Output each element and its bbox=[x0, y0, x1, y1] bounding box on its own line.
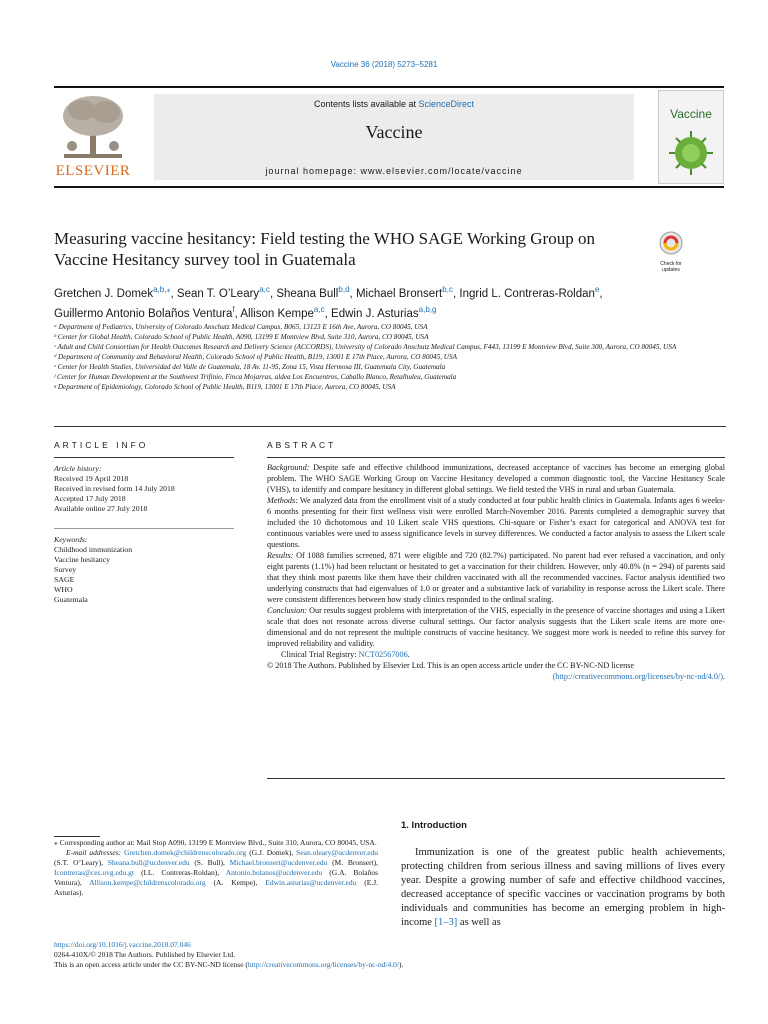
corresponding-author: ⁎ Corresponding author at: Mail Stop A090, 13199 E Montview Blvd., Suite 310, Aurora, CO 80045, USA. bbox=[54, 838, 377, 847]
methods-label: Methods: bbox=[267, 496, 298, 505]
intro-text: Immunization is one of the greatest public health achievements, protecting children from serious illness and saving millions of lives every year. Despite a growing number of safe and effective childhood vaccines, decreased acceptance of specific vaccines or vaccination programs by both individuals and communities has become an emerging problem in high-income bbox=[401, 847, 725, 928]
email-owner: (G.J. Domek) bbox=[249, 848, 292, 857]
author-affil-marker[interactable]: a,b,g bbox=[418, 304, 437, 314]
journal-citation[interactable]: Vaccine 36 (2018) 5273–5281 bbox=[330, 60, 438, 69]
clinical-trial-registry bbox=[267, 649, 725, 660]
background-text: Despite safe and effective childhood immunizations, decreased acceptance of vaccines has become an emerging global problem. The WHO SAGE Working Group on Vaccine Hesitancy developed a common diagnostic tool, the Vaccine Hesitancy Scale (VHS), to identify and compare hesitancy in different global settings. We field tested the VHS in rural and urban Guatemala. bbox=[267, 463, 725, 494]
keyword: Guatemala bbox=[54, 595, 88, 604]
issn-line: 0264-410X/© 2018 The Authors. Published by Elsevier Ltd. bbox=[54, 950, 236, 959]
email-label: E-mail addresses: bbox=[66, 848, 122, 857]
journal-masthead bbox=[54, 86, 724, 188]
author: Ingrid L. Contreras-Roldan bbox=[459, 287, 595, 300]
keyword: Childhood immunization bbox=[54, 545, 133, 554]
license-suffix: . bbox=[722, 672, 725, 681]
abstract-heading: ABSTRACT bbox=[267, 440, 337, 450]
citation-ref-link[interactable]: [1–3] bbox=[434, 917, 458, 928]
email-owner: (A. Kempe) bbox=[213, 878, 256, 887]
affiliation: ᵇ Center for Global Health, Colorado School of Public Health, A090, 13199 E Montview Blvd, Suite 310, Aurora, CO 80045, USA bbox=[54, 333, 429, 341]
email-owner: (E.J. Asturias). bbox=[54, 878, 379, 897]
email-link[interactable]: Sean.oleary@ucdenver.edu bbox=[296, 848, 379, 857]
affiliation: ᶠ Center for Human Development at the Southwest Trifinio, Finca Mojarras, aldea Los Encuentros, Caballo Blanco, Retalhuleu, Guatemala bbox=[54, 373, 457, 381]
introduction-paragraph bbox=[401, 846, 725, 930]
check-for-updates-label: Check for updates bbox=[660, 261, 682, 273]
results-label: Results: bbox=[267, 551, 294, 560]
email-link[interactable]: Allison.kempe@childrenscolorado.org bbox=[89, 878, 206, 887]
top-divider bbox=[54, 426, 726, 427]
author-affil-marker[interactable]: b,c bbox=[442, 285, 453, 294]
keyword: SAGE bbox=[54, 575, 75, 584]
author-affil-marker[interactable]: a,c bbox=[313, 304, 325, 314]
author: Gretchen J. Domek bbox=[54, 287, 154, 300]
keyword: WHO bbox=[54, 585, 73, 594]
affiliation: ᵈ Department of Community and Behavioral Health, Colorado School of Public Health, B119, 13001 E 17th Place, Aurora, CO 80045, USA bbox=[54, 353, 457, 361]
methods-text: We analyzed data from the enrollment visit of a study conducted at four public health clinics in Guatemala. Infants ages 6 weeks-6 months presenting for their first wellness visit were enrolled March-November 2016. Parents completed a demographic survey that included the 10 dichotomous and 10 Likert scale VHS questions. Chi-square or Fisher’s exact for categorical and ANOVA test for continuous variables were used to assess significance levels in survey differences. We conducted a factor analysis to assess the Likert scale questions. bbox=[267, 496, 725, 549]
conclusion-text: Our results suggest problems with interpretation of the VHS, especially in the presence of vaccine shortages and using a Likert scale that does not resonate across diverse cultural settings. Our factor analysis suggests that the Likert scale items are more one-dimensional and do not represent the multiple constructs of vaccine hesitancy. We suggest more work is needed to refine this survey for improved reliability and validity. bbox=[267, 606, 725, 648]
journal-homepage[interactable]: journal homepage: www.elsevier.com/locate/vaccine bbox=[265, 166, 523, 176]
virus-cover-icon bbox=[659, 91, 723, 183]
abstract-body bbox=[267, 462, 725, 682]
check-for-updates-icon bbox=[654, 230, 688, 256]
oa-suffix: ). bbox=[398, 960, 404, 969]
publisher-name: ELSEVIER bbox=[55, 163, 131, 179]
contents-prefix: Contents lists available at bbox=[313, 99, 419, 109]
history-label: Article history: bbox=[54, 464, 102, 473]
abstract-rule bbox=[267, 457, 725, 458]
author: Guillermo Antonio Bolaños Ventura bbox=[54, 307, 233, 320]
abstract-background bbox=[267, 462, 725, 495]
history-item: Received 19 April 2018 bbox=[54, 474, 129, 483]
abstract-conclusion bbox=[267, 605, 725, 649]
email-owner: (I.L. Contreras-Roldan) bbox=[141, 868, 218, 877]
registry-link[interactable]: NCT02567006 bbox=[358, 650, 408, 659]
email-addresses: E-mail addresses: Gretchen.domek@childrenscolorado.org (G.J. Domek), Sean.oleary@ucdenver.edu (S.T. O’Leary), Sheana.bull@ucdenver.edu (S. Bull), Michael.bronsert@ucdenver.edu (M. Bronsert), Icontreras@ces.uvg.edu.gt (I.L. Contreras-Roldan), Antonio.bolanos@ucdenver.edu (G.A. Bolaños Ventura), Allison.kempe@childrenscolorado.org (A. Kempe), Edwin.asturias@ucdenver.edu (E.J. Asturias). bbox=[54, 848, 379, 897]
registry-suffix: . bbox=[407, 650, 410, 659]
history-item: Received in revised form 14 July 2018 bbox=[54, 484, 175, 493]
copyright-line: © 2018 The Authors. Published by Elsevier Ltd. This is an open access article under the CC BY-NC-ND license bbox=[267, 661, 635, 670]
email-owner: (M. Bronsert) bbox=[332, 858, 377, 867]
email-link[interactable]: Icontreras@ces.uvg.edu.gt bbox=[54, 868, 135, 877]
abstract-bottom-rule bbox=[267, 778, 725, 779]
history-item: Available online 27 July 2018 bbox=[54, 504, 148, 513]
author-affil-marker[interactable]: a,c bbox=[259, 285, 270, 294]
history-item: Accepted 17 July 2018 bbox=[54, 494, 126, 503]
affiliation: ᵃ Department of Pediatrics, University of Colorado Anschutz Medical Campus, B065, 13123 E 16th Ave, Aurora, CO 80045, USA bbox=[54, 323, 428, 331]
keyword: Vaccine hesitancy bbox=[54, 555, 111, 564]
article-info-rule bbox=[54, 457, 234, 458]
license-line bbox=[267, 671, 725, 682]
abstract-methods bbox=[267, 495, 725, 550]
author-affil-marker[interactable]: e bbox=[594, 285, 600, 294]
keywords bbox=[54, 535, 234, 605]
doi-link[interactable]: https://doi.org/10.1016/j.vaccine.2018.07.046 bbox=[54, 940, 191, 949]
affiliation: ᶜ Adult and Child Consortium for Health Outcomes Research and Delivery Science (ACCORDS), University of Colorado Anschutz Medical Campus, F443, 13199 E Montview Blvd, Suite 300, Aurora, CO 80045, USA bbox=[54, 343, 677, 351]
oa-license-link[interactable]: http://creativecommons.org/licenses/by-nc-nd/4.0/ bbox=[247, 960, 399, 969]
author-affil-marker[interactable]: f bbox=[232, 304, 235, 314]
contents-line bbox=[154, 99, 634, 109]
elsevier-logo bbox=[54, 92, 132, 182]
email-link[interactable]: Antonio.bolanos@ucdenver.edu bbox=[225, 868, 323, 877]
background-label: Background: bbox=[267, 463, 310, 472]
page-footer bbox=[54, 940, 734, 970]
author: Michael Bronsert bbox=[355, 287, 443, 300]
author: Sheana Bull bbox=[276, 287, 339, 300]
author: Allison Kempe bbox=[240, 307, 314, 320]
registry-label: Clinical Trial Registry: bbox=[281, 650, 359, 659]
author: Sean T. O’Leary bbox=[176, 287, 260, 300]
email-owner: (G.A. Bolaños Ventura) bbox=[54, 868, 379, 887]
paper-title: Measuring vaccine hesitancy: Field testing the WHO SAGE Working Group on Vaccine Hesitancy survey tool in Guatemala bbox=[54, 229, 595, 269]
email-link[interactable]: Michael.bronsert@ucdenver.edu bbox=[229, 858, 328, 867]
abstract-results bbox=[267, 550, 725, 605]
affiliations bbox=[54, 322, 734, 392]
article-history bbox=[54, 464, 234, 514]
check-for-updates-badge[interactable] bbox=[654, 230, 688, 273]
elsevier-tree-icon bbox=[54, 92, 132, 162]
sciencedirect-link[interactable]: ScienceDirect bbox=[418, 99, 475, 109]
journal-title: Vaccine bbox=[365, 122, 423, 142]
corresponding-author-footnote bbox=[54, 838, 378, 898]
author-affil-marker[interactable]: b,d bbox=[338, 285, 350, 294]
open-access-line bbox=[54, 960, 734, 970]
footnote-rule bbox=[54, 836, 100, 837]
article-info-heading: ARTICLE INFO bbox=[54, 440, 149, 450]
license-link[interactable]: (http://creativecommons.org/licenses/by-nc-nd/4.0/) bbox=[552, 672, 723, 681]
keywords-rule bbox=[54, 528, 234, 529]
author-affil-marker[interactable]: a,b,⁎ bbox=[153, 285, 171, 294]
affiliation: ᵍ Department of Epidemiology, Colorado School of Public Health, B119, 13001 E 17th Place, Aurora, CO 80045, USA bbox=[54, 383, 396, 391]
oa-prefix: This is an open access article under the CC BY-NC-ND license ( bbox=[54, 960, 248, 969]
email-owner: (S.T. O’Leary) bbox=[54, 858, 102, 867]
email-link[interactable]: Sheana.bull@ucdenver.edu bbox=[107, 858, 190, 867]
intro-text-end: as well as bbox=[457, 917, 501, 928]
author-list: Gretchen J. Domek$^{a,b,⁎}$, Sean T. O’Leary$^{a,c}$, Sheana Bull$^{b,d}$, Michael Bronsert$^{b,c}$, Ingrid L. Contreras-Roldan$^e$, Guillermo Antonio Bolaños Ventura$^f$, Allison Kempe$^{a,c}$, Edwin J. Asturias$^{a,b,g}$ bbox=[54, 285, 603, 320]
author: Edwin J. Asturias bbox=[331, 307, 419, 320]
affiliation: ᵉ Center for Health Studies, Universidad del Valle de Guatemala, 18 Av. 11-95, Zona 15, Vista Hermosa III, Guatemala City, Guatemala bbox=[54, 363, 446, 371]
journal-header-box bbox=[154, 94, 634, 180]
results-text: Of 1088 families screened, 871 were eligible and 720 (82.7%) participated. No parent had ever refused a vaccination, and only eight parents (1.1%) had been reluctant or hesitated to get a vaccination for their children. However, only 40.8% (n = 294) of parents said that they think most parents like them have their children vaccinated with all the recommended vaccines. Factor analysis identified two underlying constructs that had eigenvalues of 1.0 or greater and a substantive lack of variability in response across the Likert scale. There were consistent differences between how study clinics responded to the ordinal scaling. bbox=[267, 551, 725, 604]
email-link[interactable]: Gretchen.domek@childrenscolorado.org bbox=[124, 848, 247, 857]
cover-title: Vaccine bbox=[670, 107, 712, 121]
email-owner: (S. Bull) bbox=[194, 858, 223, 867]
keyword: Survey bbox=[54, 565, 77, 574]
email-link[interactable]: Edwin.asturias@ucdenver.edu bbox=[265, 878, 357, 887]
keywords-label: Keywords: bbox=[54, 535, 88, 544]
introduction-heading: 1. Introduction bbox=[401, 820, 467, 831]
conclusion-label: Conclusion: bbox=[267, 606, 308, 615]
journal-cover bbox=[658, 90, 724, 184]
